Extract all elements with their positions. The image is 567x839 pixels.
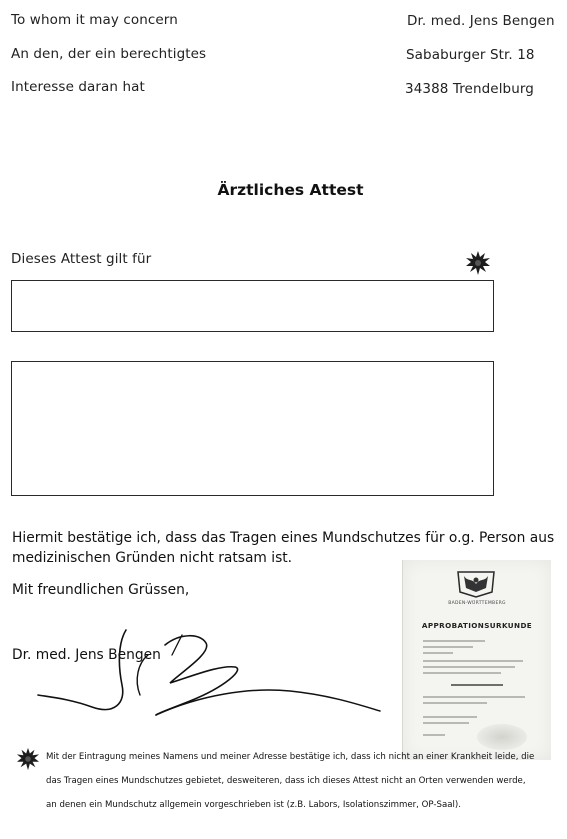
sender-city: 34388 Trendelburg <box>405 81 534 97</box>
certificate-state-heading: BADEN-WÜRTTEMBERG <box>448 601 506 606</box>
sender-name: Dr. med. Jens Bengen <box>407 13 555 29</box>
starburst-icon <box>465 250 491 276</box>
recipient-line-2: An den, der ein berechtigtes <box>11 46 207 62</box>
signature-name: Dr. med. Jens Bengen <box>12 647 161 663</box>
certificate-title: APPROBATIONSURKUNDE <box>421 621 533 630</box>
valid-for-label: Dieses Attest gilt für <box>11 251 152 267</box>
patient-name-field[interactable] <box>11 280 494 332</box>
approbation-certificate <box>402 560 551 760</box>
patient-details-field[interactable] <box>11 361 494 496</box>
starburst-icon <box>16 747 40 771</box>
recipient-line-1: To whom it may concern <box>11 12 178 28</box>
closing-greeting: Mit freundlichen Grüssen, <box>12 582 190 598</box>
handwritten-signature <box>30 625 390 720</box>
footnote-line-2: das Tragen eines Mundschutzes gebietet, desweiteren, dass ich dieses Attest nicht an Orten verwenden werde, <box>46 776 526 786</box>
document-title: Ärztliches Attest <box>217 181 364 199</box>
footnote-line-3: an denen ein Mundschutz allgemein vorgeschrieben ist (z.B. Labors, Isolationszimmer, OP-Saal). <box>46 800 461 810</box>
eagle-crest-icon <box>454 568 498 598</box>
footnote-line-1: Mit der Eintragung meines Namens und meiner Adresse bestätige ich, dass ich nicht an einer Krankheit leide, die <box>46 752 535 762</box>
recipient-line-3: Interesse daran hat <box>11 79 145 95</box>
confirmation-text: Hiermit bestätige ich, dass das Tragen eines Mundschutzes für o.g. Person aus medizinischen Gründen nicht ratsam ist. <box>12 530 555 566</box>
sender-street: Sababurger Str. 18 <box>406 47 535 63</box>
